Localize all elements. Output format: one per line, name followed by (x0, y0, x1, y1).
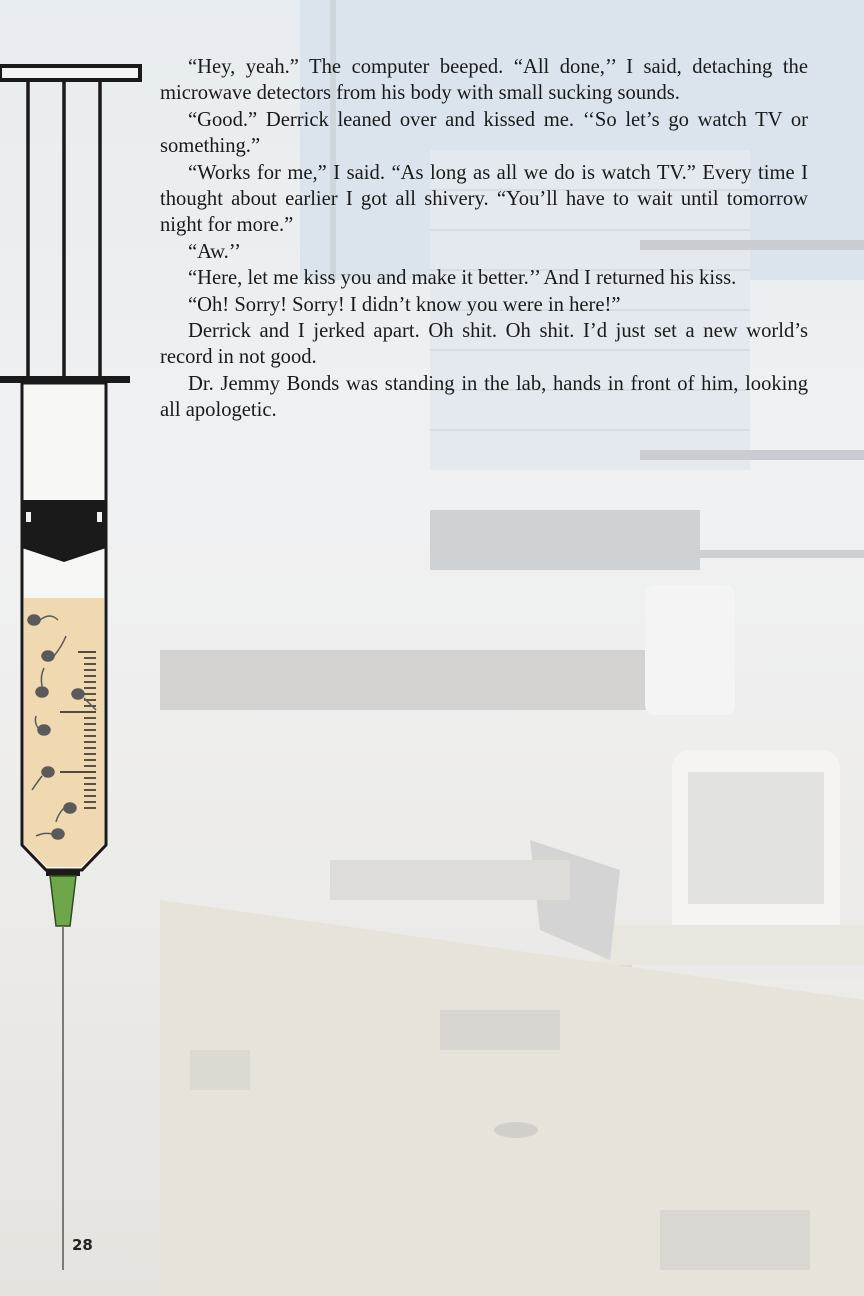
paragraph: “Here, let me kiss you and make it better.’’ And I returned his kiss. (188, 267, 737, 290)
paragraph: “Works for me,” I said. “As long as all we do is watch TV.” Every time I thought about earlier I got all shivery. “You’ll have to wait until tomorrow night for more.” (160, 161, 808, 237)
needle-collar (46, 870, 80, 876)
syringe-fluid (24, 598, 104, 867)
paragraph: “Oh! Sorry! Sorry! I didn’t know you were in here!” (188, 293, 621, 316)
needle-hub-icon (50, 876, 76, 926)
paragraph: “Hey, yeah.” The computer beeped. “All done,’’ I said, detaching the microwave detectors from his body with small sucking sounds. (160, 56, 808, 105)
story-text (160, 54, 808, 424)
page-number: 28 (72, 1236, 93, 1254)
syringe-illustration (0, 0, 160, 1296)
paragraph: “Good.” Derrick leaned over and kissed me. ‘‘So let’s go watch TV or something.” (160, 108, 808, 158)
paragraph: “Aw.’’ (188, 240, 241, 263)
paragraph: Dr. Jemmy Bonds was standing in the lab, hands in front of him, looking all apologetic. (160, 372, 808, 422)
plunger-top-bar (0, 66, 140, 80)
paragraph: Derrick and I jerked apart. Oh shit. Oh shit. I’d just set a new world’s record in not good. (160, 320, 808, 369)
